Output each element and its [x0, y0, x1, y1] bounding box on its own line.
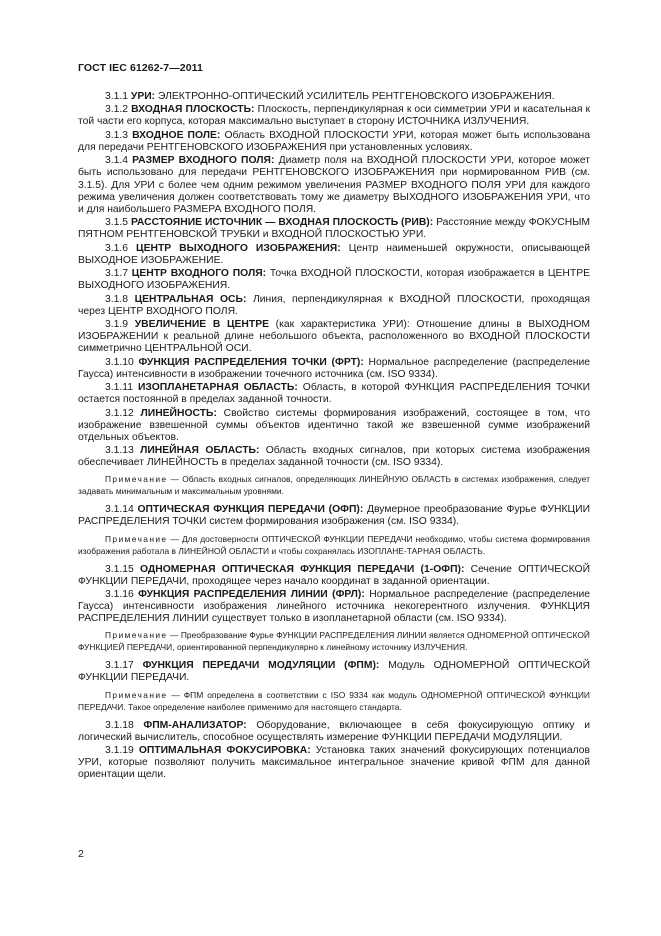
definition-text: Оборудование, включающее в себя фокусирующую оптику и логический вычислитель, способное осуществлять измерение ФУНКЦИИ ПЕРЕДАЧИ МОДУЛЯЦИИ.: [78, 719, 590, 743]
clause-number: 3.1.9: [105, 319, 129, 331]
definition-3-1-5: [78, 217, 590, 241]
note-label: Примечание: [105, 533, 168, 544]
note-separator: —: [167, 474, 183, 485]
note-label: Примечание: [105, 689, 168, 700]
clause-number: 3.1.5: [105, 217, 129, 229]
clause-number: 3.1.2: [105, 104, 129, 116]
definition-text: Модуль ОДНОМЕРНОЙ ОПТИЧЕСКОЙ ФУНКЦИИ ПЕРЕДАЧИ.: [78, 660, 591, 684]
definition-text: Диаметр поля на ВХОДНОЙ ПЛОСКОСТИ УРИ, которое может быть использовано для передачи РЕНТГЕНОВСКОГО ИЗОБРАЖЕНИЯ при нормированном РИВ (см. 3.1.5). Для УРИ с более чем одним режимом увеличения РАЗМЕР ВХОДНОГО ПОЛЯ УРИ для каждого режима увеличения должен соответствовать тому же диаметру ВЫХОДНОГО ИЗОБРАЖЕНИЯ УРИ, что и для наибольшего РАЗМЕРА ВХОДНОГО ПОЛЯ.: [78, 155, 591, 215]
definition-3-1-16: [78, 589, 590, 625]
note-text: Область входных сигналов, определяющих ЛИНЕЙНУЮ ОБЛАСТЬ в системах изображения, следует задавать минимальным и максимальным уровнями.: [78, 474, 590, 497]
definition-text: Точка ВХОДНОЙ ПЛОСКОСТИ, которая изображается в ЦЕНТРЕ ВЫХОДНОГО ИЗОБРАЖЕНИЯ.: [78, 268, 591, 292]
term: ФУНКЦИЯ РАСПРЕДЕЛЕНИЯ ТОЧКИ (ФРТ):: [138, 356, 364, 368]
definition-3-1-11: [78, 382, 590, 406]
note-label: Примечание: [105, 630, 168, 641]
page-number: 2: [78, 848, 84, 860]
term: ЛИНЕЙНАЯ ОБЛАСТЬ:: [140, 445, 260, 457]
term: ОДНОМЕРНАЯ ОПТИЧЕСКАЯ ФУНКЦИЯ ПЕРЕДАЧИ (1-ОФП):: [140, 563, 465, 575]
definition-text: ЭЛЕКТРОННО-ОПТИЧЕСКИЙ УСИЛИТЕЛЬ РЕНТГЕНОВСКОГО ИЗОБРАЖЕНИЯ.: [157, 91, 555, 102]
document-body: [78, 91, 590, 783]
term: УРИ:: [130, 91, 156, 102]
term: ВХОДНОЕ ПОЛЕ:: [132, 129, 221, 141]
clause-number: 3.1.8: [105, 293, 129, 305]
definition-3-1-12: [78, 408, 590, 444]
definition-3-1-19: [78, 745, 590, 781]
term: ИЗОПЛАНЕТАРНАЯ ОБЛАСТЬ:: [137, 382, 298, 394]
definition-text: Плоскость, перпендикулярная к оси симметрии УРИ и касательная к той части его корпуса, которая максимально выступает в сторону ИСТОЧНИКА ИЗЛУЧЕНИЯ.: [78, 104, 591, 128]
definition-3-1-4: [78, 155, 590, 215]
note-label: Примечание: [105, 474, 168, 485]
clause-number: 3.1.11: [105, 382, 133, 394]
note-separator: —: [167, 689, 184, 700]
term: ЛИНЕЙНОСТЬ:: [140, 407, 217, 419]
clause-number: 3.1.7: [105, 268, 129, 280]
definition-text: Линия, перпендикулярная к ВХОДНОЙ ПЛОСКОСТИ, проходящая через ЦЕНТР ВХОДНОГО ПОЛЯ.: [78, 293, 591, 317]
term: ФПМ-АНАЛИЗАТОР:: [143, 719, 247, 731]
clause-number: 3.1.10: [105, 356, 134, 368]
definition-text: Расстояние между ФОКУСНЫМ ПЯТНОМ РЕНТГЕНОВСКОЙ ТРУБКИ и ВХОДНОЙ ПЛОСКОСТЬЮ УРИ.: [78, 217, 591, 241]
clause-number: 3.1.6: [105, 242, 129, 254]
definition-text: Область входных сигналов, при которых система изображения обеспечивает ЛИНЕЙНОСТЬ в пределах заданной точности (см. ISO 9334).: [78, 445, 591, 469]
definition-text: Нормальное распределение (распределение Гаусса) интенсивности в изображении точечного источника (см. ISO 9334).: [78, 356, 590, 380]
term: ФУНКЦИЯ РАСПРЕДЕЛЕНИЯ ЛИНИИ (ФРЛ):: [138, 589, 365, 601]
definition-3-1-1: [78, 91, 590, 103]
clause-number: 3.1.19: [105, 745, 134, 756]
definition-text: Центр наименьшей окружности, описывающей ВЫХОДНОЕ ИЗОБРАЖЕНИЕ.: [78, 242, 591, 266]
definition-3-1-10: [78, 357, 590, 381]
note: [78, 533, 590, 557]
definition-3-1-2: [78, 104, 590, 128]
term: РАССТОЯНИЕ ИСТОЧНИК — ВХОДНАЯ ПЛОСКОСТЬ (РИВ):: [130, 217, 434, 229]
note: [78, 629, 590, 653]
definition-text: Область ВХОДНОЙ ПЛОСКОСТИ УРИ, которая может быть использована для передачи РЕНТГЕНОВСКОГО ИЗОБРАЖЕНИЯ при установленных условиях.: [78, 129, 590, 153]
note: [78, 689, 590, 713]
definition-3-1-18: [78, 720, 590, 744]
clause-number: 3.1.15: [105, 563, 134, 575]
term: ФУНКЦИЯ ПЕРЕДАЧИ МОДУЛЯЦИИ (ФПМ):: [142, 660, 380, 672]
definition-3-1-17: [78, 660, 590, 684]
clause-number: 3.1.4: [105, 155, 129, 167]
term: ЦЕНТР ВЫХОДНОГО ИЗОБРАЖЕНИЯ:: [136, 242, 341, 254]
definition-3-1-14: [78, 504, 590, 528]
clause-number: 3.1.17: [105, 660, 134, 672]
note-text: ФПМ определена в соответствии с ISO 9334 как модуль ОДНОМЕРНОЙ ОПТИЧЕСКОЙ ФУНКЦИИ ПЕРЕДАЧИ. Такое определение наиболее применимо для настоящего стандарта.: [78, 689, 590, 712]
clause-number: 3.1.1: [105, 91, 129, 102]
note: [78, 473, 590, 497]
term: УВЕЛИЧЕНИЕ В ЦЕНТРЕ: [134, 319, 269, 331]
note-separator: —: [167, 533, 182, 544]
clause-number: 3.1.16: [105, 589, 134, 601]
definition-3-1-9: [78, 319, 590, 355]
definition-3-1-15: [78, 564, 590, 588]
clause-number: 3.1.12: [105, 407, 134, 419]
definition-3-1-8: [78, 294, 590, 318]
definition-text: Нормальное распределение (распределение Гаусса) интенсивности изображения линейного источника некогерентного излучения. ФУНКЦИЯ РАСПРЕДЕЛЕНИЯ ЛИНИИ существует только в изопланетарной области (см. ISO 9334).: [78, 589, 591, 625]
note-separator: —: [167, 630, 181, 641]
definition-text: Двумерное преобразование Фурье ФУНКЦИИ РАСПРЕДЕЛЕНИЯ ТОЧКИ систем формирования изображения (см. ISO 9334).: [78, 504, 591, 528]
definition-text: Установка таких значений фокусирующих потенциалов УРИ, которые позволяют получить максимальное интегральное значение кривой ФПМ для данной ориентации щели.: [78, 745, 590, 781]
definition-text: (как характеристика УРИ): Отношение длины в ВЫХОДНОМ ИЗОБРАЖЕНИИ к реальной длине небольшого объекта, расположенного во ВХОДНОЙ ПЛОСКОСТИ симметрично ЦЕНТРАЛЬНОЙ ОСИ.: [78, 319, 591, 355]
term: ОПТИМАЛЬНАЯ ФОКУСИРОВКА:: [138, 745, 311, 756]
term: ЦЕНТРАЛЬНАЯ ОСЬ:: [134, 293, 247, 305]
definition-3-1-7: [78, 268, 590, 292]
definition-3-1-13: [78, 445, 590, 469]
definition-text: Сечение ОПТИЧЕСКОЙ ФУНКЦИИ ПЕРЕДАЧИ, проходящее через начало координат в заданной ориентации.: [78, 563, 591, 587]
note-text: Преобразование Фурье ФУНКЦИИ РАСПРЕДЕЛЕНИЯ ЛИНИИ является ОДНОМЕРНОЙ ОПТИЧЕСКОЙ ФУНКЦИЕЙ ПЕРЕДАЧИ, ориентированной перпендикулярно к линейному источнику ИЗЛУЧЕНИЯ.: [78, 630, 590, 653]
definition-3-1-3: [78, 130, 590, 154]
clause-number: 3.1.13: [105, 445, 134, 457]
term: ОПТИЧЕСКАЯ ФУНКЦИЯ ПЕРЕДАЧИ (ОФП):: [137, 504, 364, 516]
term: ЦЕНТР ВХОДНОГО ПОЛЯ:: [131, 268, 267, 280]
term: РАЗМЕР ВХОДНОГО ПОЛЯ:: [132, 155, 275, 167]
term: ВХОДНАЯ ПЛОСКОСТЬ:: [131, 104, 255, 116]
clause-number: 3.1.3: [105, 129, 129, 141]
definition-text: Свойство системы формирования изображений, состоящее в том, что изображение взвешенной суммы объектов идентично такой же взвешенной сумме изображений отдельных объектов.: [78, 407, 590, 443]
clause-number: 3.1.18: [105, 719, 134, 731]
definition-text: Область, в которой ФУНКЦИЯ РАСПРЕДЕЛЕНИЯ ТОЧКИ остается постоянной в пределах заданной точности.: [78, 382, 590, 406]
note-text: Для достоверности ОПТИЧЕСКОЙ ФУНКЦИИ ПЕРЕДАЧИ необходимо, чтобы система формирования изображения работала в ЛИНЕЙНОЙ ОБЛАСТИ и чтобы сохранялась ИЗОПЛАНЕ-ТАРНАЯ ОБЛАСТЬ.: [78, 533, 590, 556]
definition-3-1-6: [78, 243, 590, 267]
document-header: ГОСТ IEC 61262-7—2011: [78, 62, 203, 74]
clause-number: 3.1.14: [105, 504, 134, 516]
